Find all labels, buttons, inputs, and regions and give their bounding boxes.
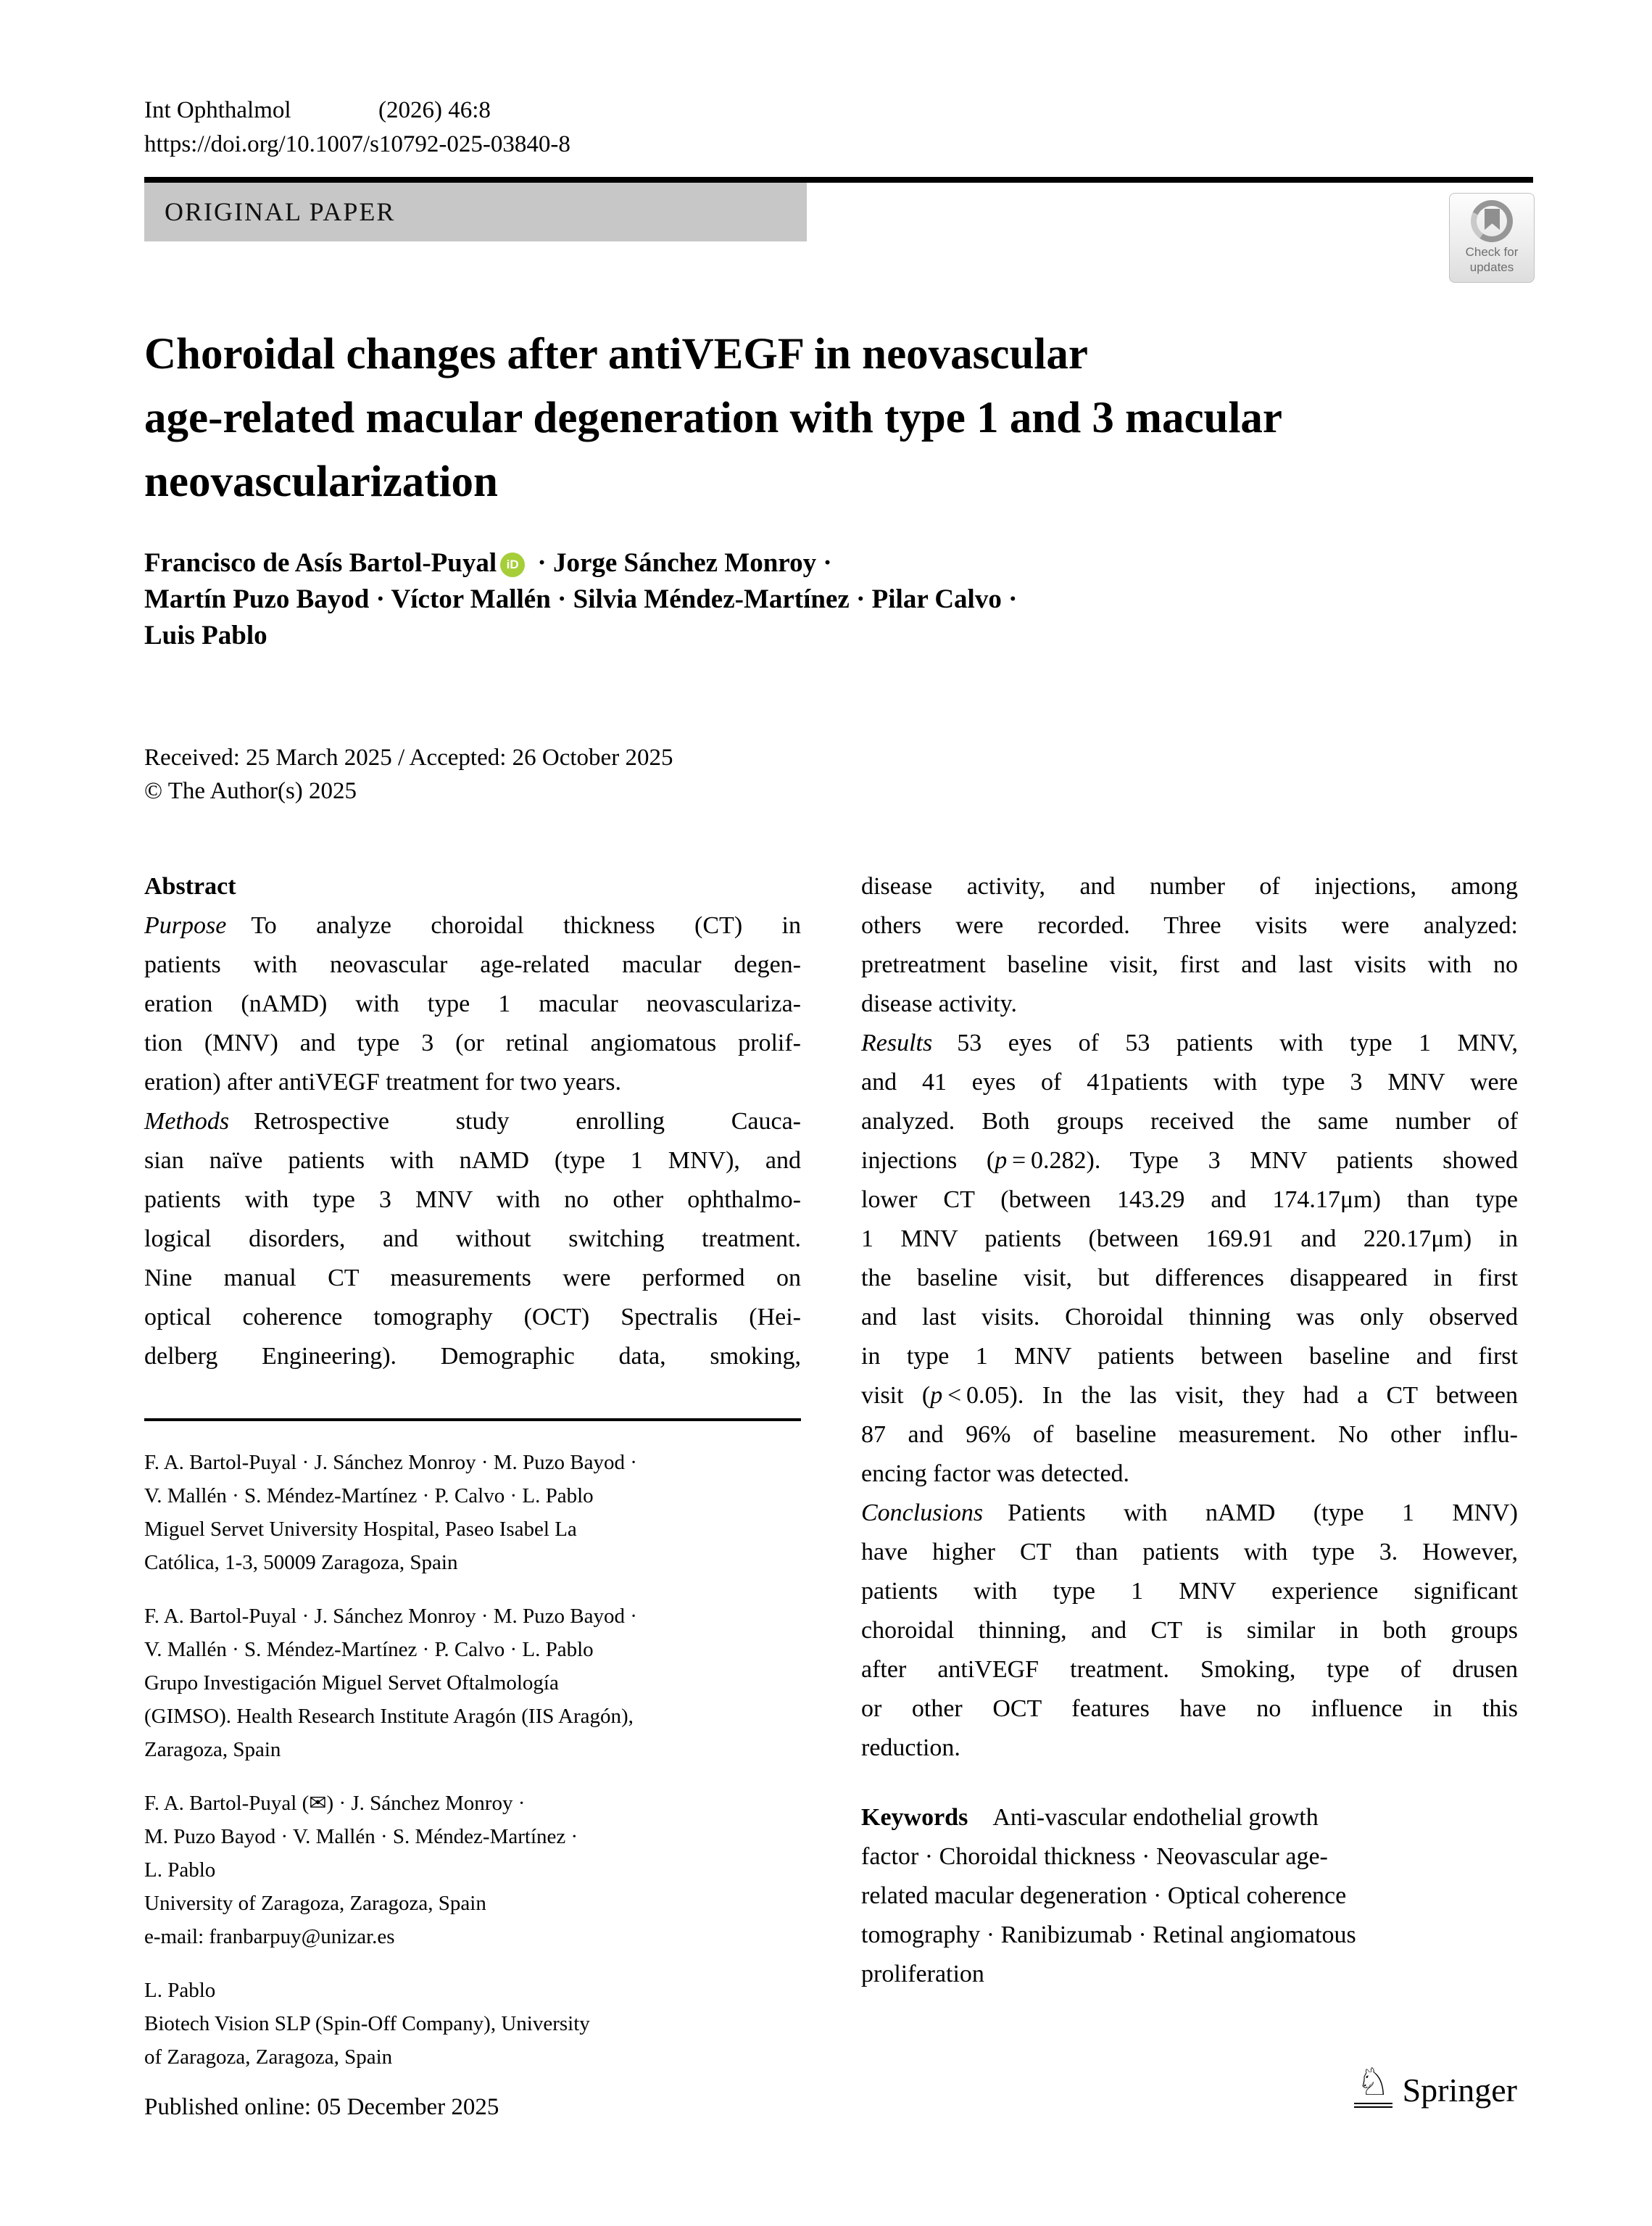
header-rule xyxy=(144,177,1533,183)
journal-issue: (2026) 46:8 xyxy=(378,97,491,123)
doi-link[interactable]: https://doi.org/10.1007/s10792-025-03840-8 xyxy=(144,131,570,157)
received-accepted: Received: 25 March 2025 / Accepted: 26 October 2025 xyxy=(144,745,673,771)
text-line: in type 1 MNV patients between baseline and first xyxy=(861,1343,1518,1370)
keywords-block xyxy=(861,1798,1518,1994)
author-line-2: Martín Puzo Bayod · Víctor Mallén · Silvia Méndez-Martínez · Pilar Calvo · xyxy=(144,584,1018,614)
text-line: have higher CT than patients with type 3. However, xyxy=(861,1539,1518,1565)
text-line: patients with type 1 MNV experience significant xyxy=(861,1578,1518,1605)
abstract-right-column xyxy=(861,867,1518,1768)
text-line: factor · Choroidal thickness · Neovascular age- xyxy=(861,1843,1328,1870)
text-line: Choroidal changes after antiVEGF in neovascular xyxy=(144,330,1088,378)
text-line: L. Pablo xyxy=(144,1979,216,2002)
text-line: Católica, 1-3, 50009 Zaragoza, Spain xyxy=(144,1551,458,1574)
text-line: and 41 eyes of 41patients with type 3 MNV were xyxy=(861,1069,1518,1096)
affiliations xyxy=(144,1446,801,2094)
text-line: proliferation xyxy=(861,1961,984,1987)
check-for-updates-icon xyxy=(1471,200,1513,242)
affiliation-block xyxy=(144,1446,801,1579)
author-names: · Jorge Sánchez Monroy · xyxy=(531,548,832,578)
text-line: Grupo Investigación Miguel Servet Oftalmología xyxy=(144,1671,559,1695)
text-line: patients with type 3 MNV with no other ophthalmo- xyxy=(144,1186,801,1213)
text-line: disease activity. xyxy=(861,990,1017,1017)
text-line: Nine manual CT measurements were performed on xyxy=(144,1265,801,1291)
text-line: delberg Engineering). Demographic data, smoking, xyxy=(144,1343,801,1370)
badge-text-line1: Check for xyxy=(1465,245,1519,259)
text-line: eration (nAMD) with type 1 macular neovasculariza- xyxy=(144,990,801,1017)
text-line: lower CT (between 143.29 and 174.17μm) than type xyxy=(861,1186,1518,1213)
text-line: Zaragoza, Spain xyxy=(144,1738,281,1761)
journal-name: Int Ophthalmol xyxy=(144,97,291,123)
email-link[interactable]: e-mail: franbarpuy@unizar.es xyxy=(144,1925,395,1948)
text-line: M. Puzo Bayod · V. Mallén · S. Méndez-Martínez · xyxy=(144,1825,578,1848)
text-line: pretreatment baseline visit, first and last visits with no xyxy=(861,951,1518,978)
text-line: 87 and 96% of baseline measurement. No other influ- xyxy=(861,1421,1518,1448)
text-line: analyzed. Both groups received the same number of xyxy=(861,1108,1518,1135)
text-line: encing factor was detected. xyxy=(861,1460,1130,1487)
affiliation-block xyxy=(144,1600,801,1766)
text-line: sian naïve patients with nAMD (type 1 MNV), and xyxy=(144,1147,801,1174)
section-label: ORIGINAL PAPER xyxy=(165,197,396,226)
springer-wordmark: Springer xyxy=(1402,2071,1517,2109)
text-line: V. Mallén · S. Méndez-Martínez · P. Calvo · L. Pablo xyxy=(144,1638,594,1661)
text-line: (GIMSO). Health Research Institute Aragón (IIS Aragón), xyxy=(144,1705,634,1728)
text-line: optical coherence tomography (OCT) Spectralis (Hei- xyxy=(144,1304,801,1331)
article-title xyxy=(144,323,1533,514)
text-line: choroidal thinning, and CT is similar in both groups xyxy=(861,1617,1518,1644)
text-line: Keywords Anti-vascular endothelial growth xyxy=(861,1804,1319,1831)
text-line: visit (p < 0.05). In the las visit, they had a CT between xyxy=(861,1382,1518,1409)
text-line: age-related macular degeneration with type 1 and 3 macular xyxy=(144,394,1283,442)
text-line: Conclusions Patients with nAMD (type 1 MNV) xyxy=(861,1499,1518,1526)
badge-text-line2: updates xyxy=(1469,260,1514,274)
section-bar xyxy=(144,183,807,241)
text-line: tomography · Ranibizumab · Retinal angiomatous xyxy=(861,1921,1356,1948)
footnote-rule xyxy=(144,1418,801,1421)
affiliation-block xyxy=(144,1787,801,1953)
text-line: reduction. xyxy=(861,1734,960,1761)
text-line: Biotech Vision SLP (Spin-Off Company), University xyxy=(144,2012,590,2035)
published-online: Published online: 05 December 2025 xyxy=(144,2094,499,2120)
text-line: F. A. Bartol-Puyal (✉) · J. Sánchez Monroy · xyxy=(144,1792,526,1815)
author-line-3: Luis Pablo xyxy=(144,621,267,650)
text-line: others were recorded. Three visits were analyzed: xyxy=(861,912,1518,939)
text-line: neovascularization xyxy=(144,458,498,506)
text-line: F. A. Bartol-Puyal · J. Sánchez Monroy · M. Puzo Bayod · xyxy=(144,1451,637,1474)
text-line: tion (MNV) and type 3 (or retinal angiomatous prolif- xyxy=(144,1030,801,1056)
text-line: V. Mallén · S. Méndez-Martínez · P. Calvo · L. Pablo xyxy=(144,1484,594,1507)
journal-masthead xyxy=(144,93,491,128)
text-line: logical disorders, and without switching treatment. xyxy=(144,1225,801,1252)
author-line-1 xyxy=(144,545,1533,582)
text-line: and last visits. Choroidal thinning was only observed xyxy=(861,1304,1518,1331)
text-line: Results 53 eyes of 53 patients with type 1 MNV, xyxy=(861,1030,1518,1056)
text-line: after antiVEGF treatment. Smoking, type of drusen xyxy=(861,1656,1518,1683)
springer-logo xyxy=(1354,2061,1517,2109)
affiliation-block xyxy=(144,1974,801,2074)
text-line: of Zaragoza, Zaragoza, Spain xyxy=(144,2045,393,2069)
copyright-line: © The Author(s) 2025 xyxy=(144,778,357,804)
article-dates xyxy=(144,741,673,808)
text-line: related macular degeneration · Optical coherence xyxy=(861,1882,1347,1909)
text-line: 1 MNV patients (between 169.91 and 220.17μm) in xyxy=(861,1225,1518,1252)
text-line: disease activity, and number of injections, among xyxy=(861,873,1518,900)
text-line: University of Zaragoza, Zaragoza, Spain xyxy=(144,1892,486,1915)
text-line: F. A. Bartol-Puyal · J. Sánchez Monroy · M. Puzo Bayod · xyxy=(144,1605,637,1628)
text-line: Purpose To analyze choroidal thickness (CT) in xyxy=(144,912,801,939)
abstract-left-column xyxy=(144,867,801,1376)
text-line: or other OCT features have no influence in this xyxy=(861,1695,1518,1722)
check-for-updates-badge[interactable] xyxy=(1449,193,1535,283)
text-line: Methods Retrospective study enrolling Cauca- xyxy=(144,1108,801,1135)
text-line: L. Pablo xyxy=(144,1858,216,1882)
springer-knight-icon: ♘ xyxy=(1354,2064,1392,2108)
abstract-left-lines xyxy=(144,906,801,1376)
text-line: the baseline visit, but differences disappeared in first xyxy=(861,1265,1518,1291)
orcid-icon[interactable]: iD xyxy=(500,553,525,577)
author-list xyxy=(144,545,1533,654)
abstract-heading: Abstract xyxy=(144,873,236,900)
text-line: patients with neovascular age-related macular degen- xyxy=(144,951,801,978)
text-line: injections (p = 0.282). Type 3 MNV patients showed xyxy=(861,1147,1518,1174)
text-line: eration) after antiVEGF treatment for two years. xyxy=(144,1069,622,1096)
text-line: Miguel Servet University Hospital, Paseo Isabel La xyxy=(144,1518,577,1541)
author-name: Francisco de Asís Bartol-Puyal xyxy=(144,548,497,578)
